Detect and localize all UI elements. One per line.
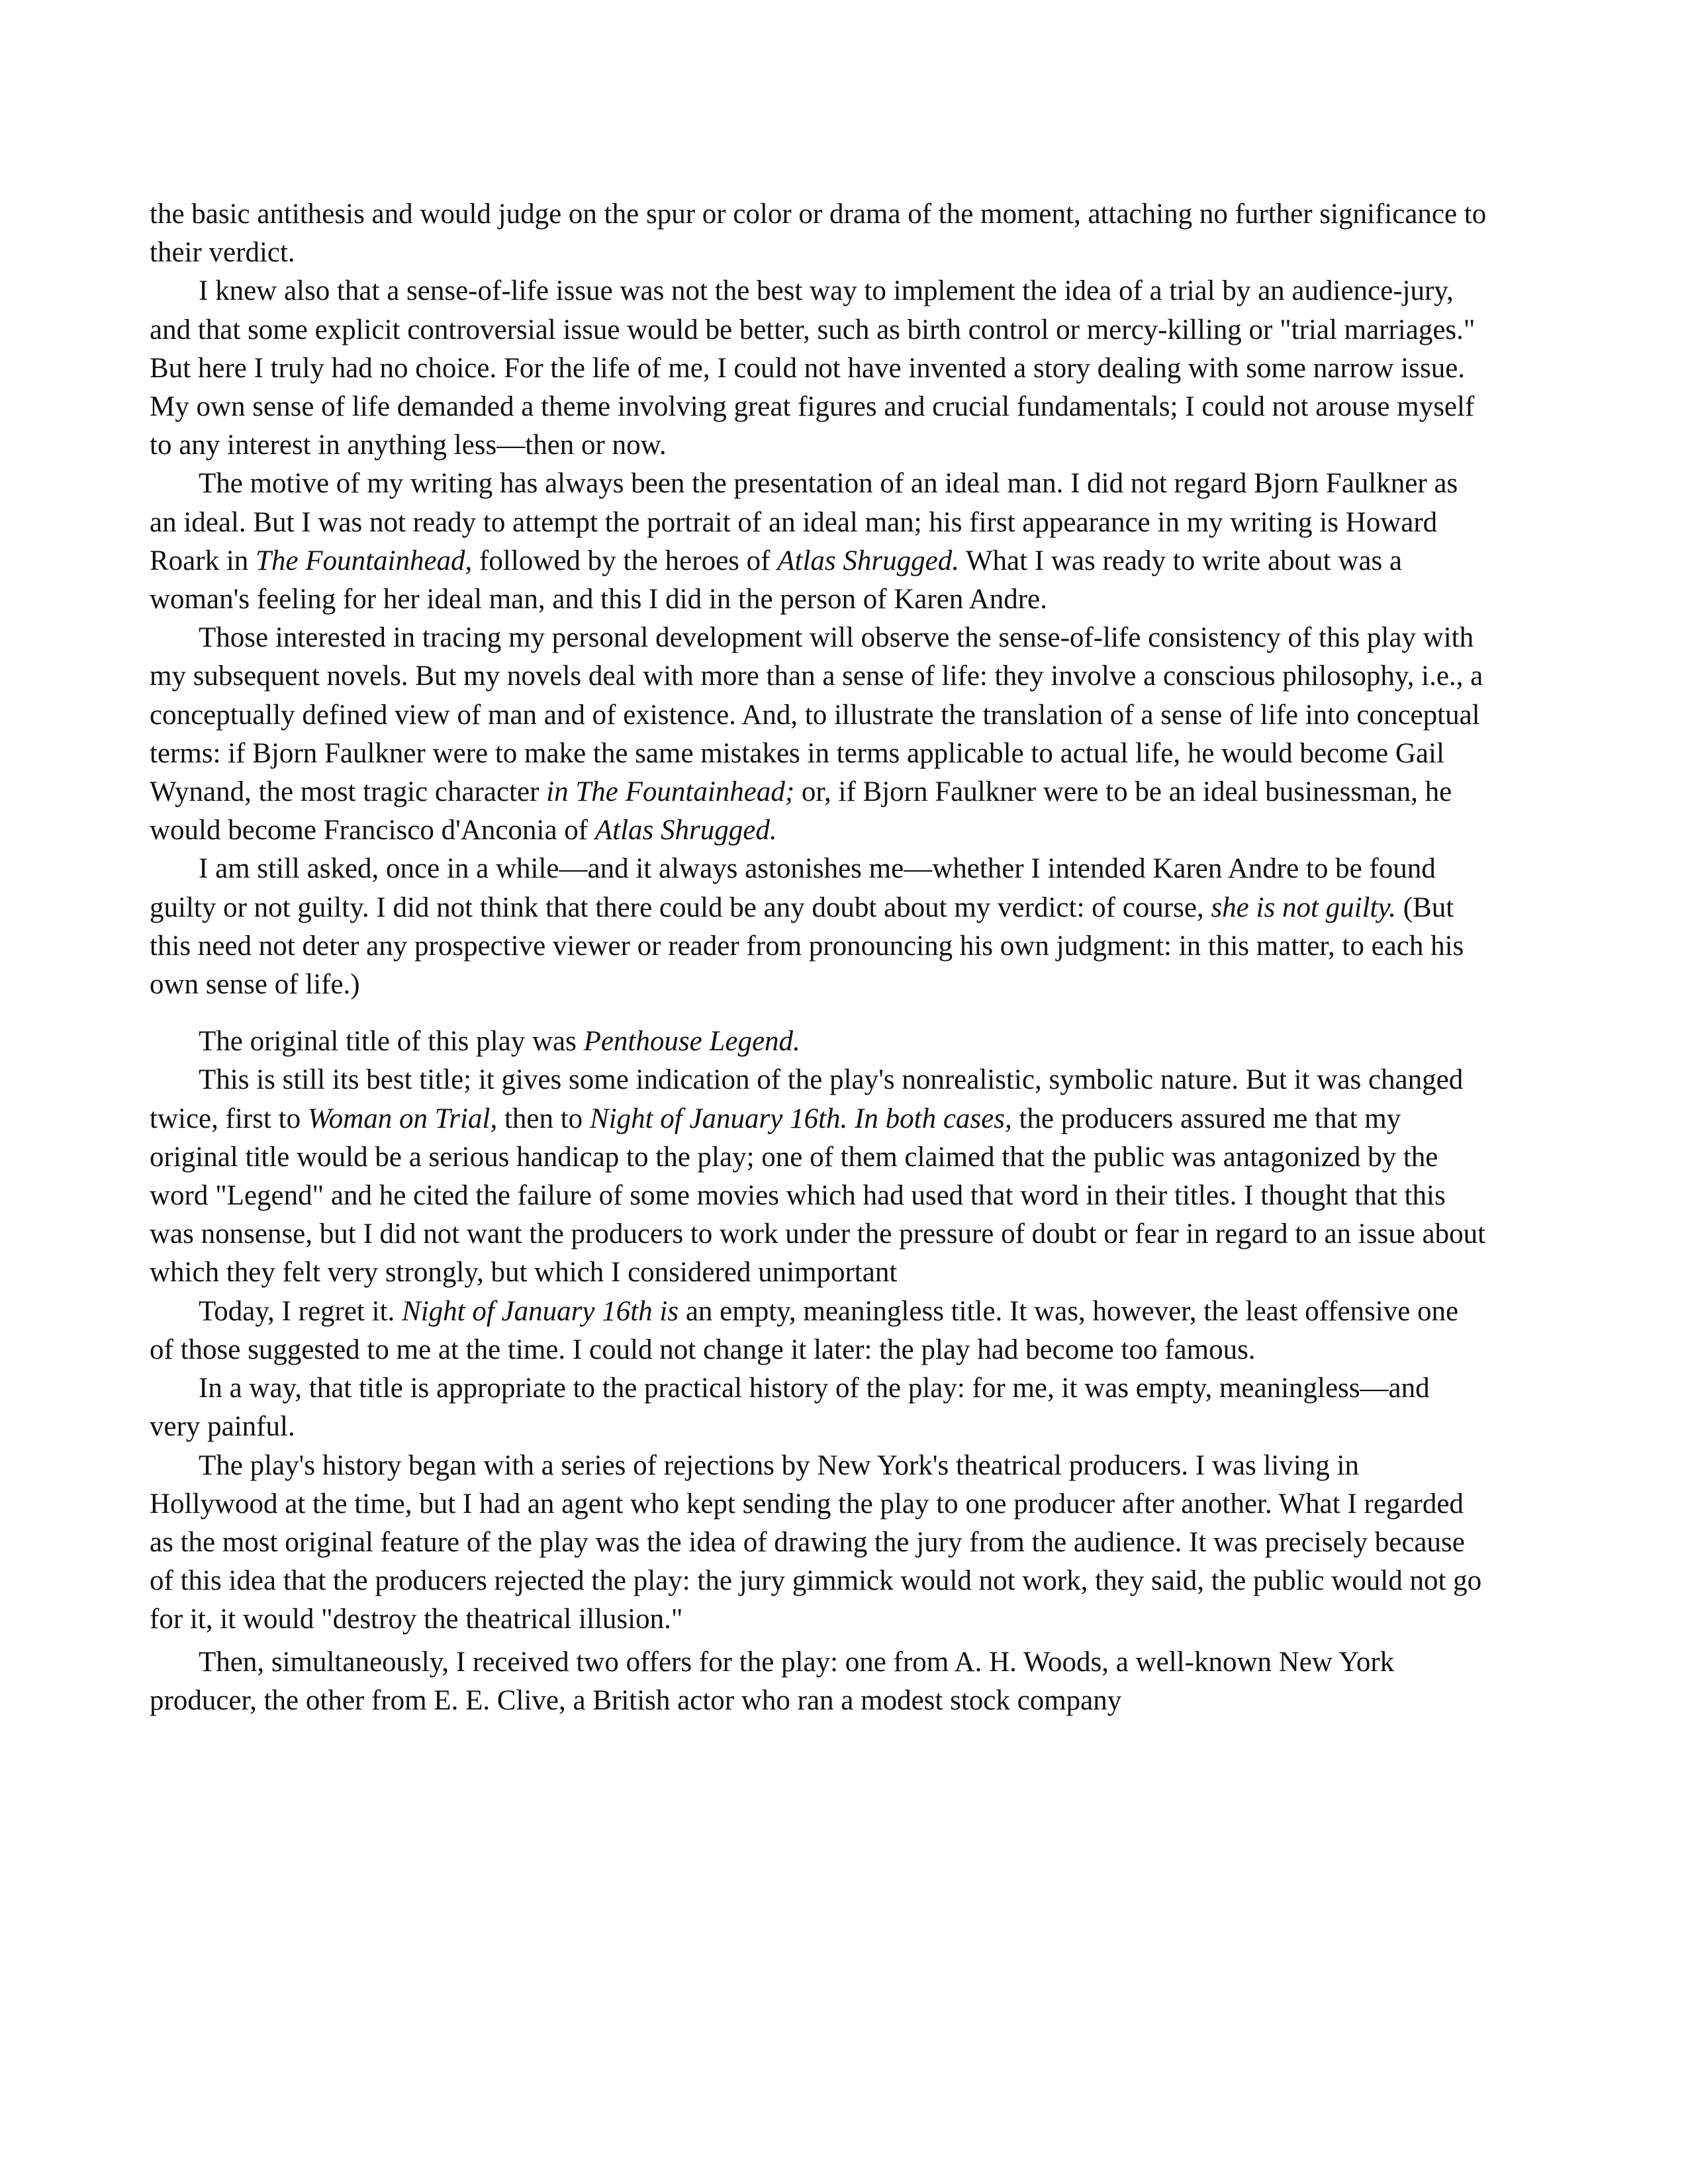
paragraph-text: I am still asked, once in a while—and it always astonishes me—whether I intended Karen Andre to be found guilty or not guilty. I did not think that there could be any doubt about my verdict: of course, xyxy=(150,853,1436,923)
paragraph-text: the basic antithesis and would judge on the spur or color or drama of the moment, attaching no further significance to their verdict. xyxy=(150,199,1487,269)
paragraph-3 xyxy=(150,465,1487,619)
paragraph-text: the producers assured me that my original title would be a serious handicap to the play; one of them claimed that the public was antagonized by the word "Legend" and he cited the failure of some movies which had used that word in their titles. I thought that this was nonsense, but I did not want the producers to work under the pressure of doubt or fear in regard to an issue about which they felt very strongly, but which I considered unimportant xyxy=(150,1103,1486,1289)
paragraph-text: The motive of my writing has always been the presentation of an ideal man. I did not regard Bjorn Faulkner as an ideal. But I was not ready to attempt the portrait of an ideal man; his first appearance in my writing is Howard Roark in xyxy=(150,468,1458,576)
paragraph-text: In a way, that title is appropriate to the practical history of the play: for me, it was empty, meaningless—and very painful. xyxy=(150,1373,1430,1443)
book-title-italic: Night of January 16th. In both cases, xyxy=(589,1103,1012,1134)
paragraph-text: or, if Bjorn Faulkner were to be an ideal businessman, he would become Francisco d'Anconia of xyxy=(150,776,1452,846)
book-title-italic: in The Fountainhead; xyxy=(546,776,795,808)
paragraph-text: The play's history began with a series of rejections by New York's theatrical producers. I was living in Hollywood at the time, but I had an agent who kept sending the play to one producer after another. What I regarded as the most original feature of the play was the idea of drawing the jury from the audience. It was precisely because of this idea that the producers rejected the play: the jury gimmick would not work, they said, the public would not go for it, it would "destroy the theatrical illusion." xyxy=(150,1449,1482,1635)
paragraph-text: followed by the heroes of xyxy=(472,545,778,576)
paragraph-text: Those interested in tracing my personal development will observe the sense-of-life consistency of this play with my subsequent novels. But my novels deal with more than a sense of life: they involve a conscious philosophy, i.e., a conceptually defined view of man and of existence. And, to illustrate the translation of a sense of life into conceptual terms: if Bjorn Faulkner were to make the same mistakes in terms applicable to actual life, he would become Gail Wynand, the most tragic character xyxy=(150,622,1483,808)
paragraph-text: then to xyxy=(497,1103,590,1134)
paragraph-7 xyxy=(150,1061,1487,1292)
paragraph-10 xyxy=(150,1447,1487,1639)
emphasis-italic: she is not guilty. xyxy=(1211,891,1396,923)
document-page xyxy=(150,195,1487,1720)
paragraph-4 xyxy=(150,619,1487,850)
paragraph-5 xyxy=(150,850,1487,1004)
book-title-italic: Atlas Shrugged. xyxy=(777,545,959,576)
paragraph-8 xyxy=(150,1293,1487,1369)
paragraph-9 xyxy=(150,1369,1487,1446)
paragraph-text: What I was ready to write about was a woman's feeling for her ideal man, and this I did in the person of Karen Andre. xyxy=(150,545,1403,615)
book-title-italic: Penthouse Legend. xyxy=(583,1026,800,1058)
paragraph-text: (But this need not deter any prospective viewer or reader from pronouncing his own judgment: in this matter, to each his own sense of life.) xyxy=(150,891,1464,1001)
paragraph-1 xyxy=(150,195,1487,272)
book-title-italic: Atlas Shrugged. xyxy=(594,815,777,846)
paragraph-text: Then, simultaneously, I received two offers for the play: one from A. H. Woods, a well-known New York producer, the other from E. E. Clive, a British actor who ran a modest stock company xyxy=(150,1646,1395,1716)
book-title-italic: The Fountainhead, xyxy=(256,545,473,576)
paragraph-text: The original title of this play was xyxy=(199,1026,584,1058)
paragraph-text: I knew also that a sense-of-life issue was not the best way to implement the idea of a trial by an audience-jury, and that some explicit controversial issue would be better, such as birth control or mercy-killing or "trial marriages." But here I truly had no choice. For the life of me, I could not have invented a story dealing with some narrow issue. My own sense of life demanded a theme involving great figures and crucial fundamentals; I could not arouse myself to any interest in anything less—then or now. xyxy=(150,275,1476,461)
paragraph-text: an empty, meaningless title. It was, however, the least offensive one of those suggested to me at the time. I could not change it later: the play had become too famous. xyxy=(150,1295,1459,1365)
paragraph-11 xyxy=(150,1643,1487,1720)
paragraph-6 xyxy=(150,1023,1487,1061)
book-title-italic: Woman on Trial, xyxy=(307,1103,498,1134)
book-title-italic: Night of January 16th is xyxy=(402,1295,679,1327)
paragraph-2 xyxy=(150,272,1487,465)
paragraph-text: Today, I regret it. xyxy=(199,1295,402,1327)
paragraph-text: This is still its best title; it gives some indication of the play's nonrealistic, symbolic nature. But it was changed twice, first to xyxy=(150,1064,1464,1134)
